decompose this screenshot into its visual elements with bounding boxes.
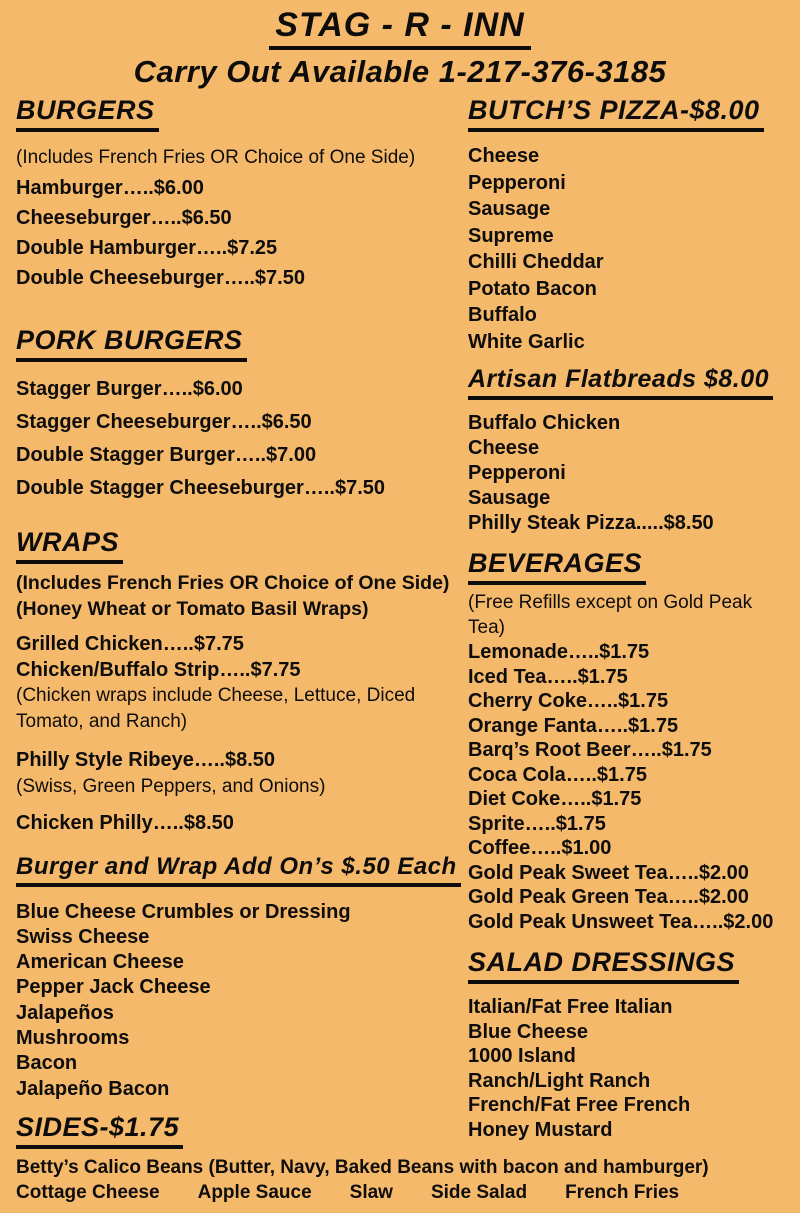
menu-item: Gold Peak Sweet Tea…..$2.00 (468, 861, 749, 884)
spacer (16, 799, 464, 811)
menu-item: Chicken Philly…..$8.50 (16, 812, 234, 834)
section-title-flatbreads: Artisan Flatbreads $8.00 (468, 365, 773, 400)
menu-item: Chicken/Buffalo Strip…..$7.75 (16, 658, 301, 681)
section-wraps (16, 527, 464, 837)
menu-item: Buffalo (468, 304, 537, 326)
menu-item: Honey Mustard (468, 1118, 613, 1141)
menu-note: (Honey Wheat or Tomato Basil Wraps) (16, 597, 369, 620)
section-title-pizza: BUTCH’S PIZZA-$8.00 (468, 95, 764, 132)
spacer (16, 734, 464, 748)
restaurant-title: STAG - R - INN (269, 6, 530, 50)
menu-item: Cheeseburger…..$6.50 (16, 207, 232, 229)
menu-item: Double Hamburger…..$7.25 (16, 237, 278, 259)
menu-item: Cherry Coke…..$1.75 (468, 690, 669, 712)
menu-item: Stagger Cheeseburger…..$6.50 (16, 411, 312, 433)
menu-item: 1000 Island (468, 1045, 576, 1067)
spacer (16, 622, 464, 632)
section-beverages (468, 548, 792, 934)
menu-item: Cheese (468, 437, 540, 459)
menu-item: Double Cheeseburger…..$7.50 (16, 267, 305, 289)
menu-item: Swiss Cheese (16, 925, 150, 948)
right-column (464, 95, 792, 1142)
section-title-beverages: BEVERAGES (468, 548, 646, 585)
menu-item: Gold Peak Green Tea…..$2.00 (468, 886, 749, 908)
menu-item: White Garlic (468, 330, 585, 353)
section-burgers (16, 95, 464, 293)
menu-item: Pepper Jack Cheese (16, 976, 211, 999)
menu-item: Pepperoni (468, 462, 566, 484)
menu-item: Cheese (468, 145, 540, 167)
menu-item: Pepperoni (468, 171, 566, 194)
left-column (16, 95, 464, 1142)
section-title-burgers: BURGERS (16, 95, 159, 132)
menu-item: Blue Cheese (468, 1020, 589, 1043)
section-flatbreads (468, 365, 792, 536)
menu-note: (Includes French Fries OR Choice of One Side) (16, 147, 416, 168)
section-title-dressings: SALAD DRESSINGS (468, 947, 739, 984)
menu-item: Mushrooms (16, 1026, 130, 1049)
menu-item: Sprite…..$1.75 (468, 812, 606, 835)
sides-section (16, 1112, 792, 1205)
menu-item: Coffee…..$1.00 (468, 837, 612, 859)
menu-item: Coca Cola…..$1.75 (468, 763, 647, 786)
menu-item: Bacon (16, 1052, 78, 1075)
section-title-sides: SIDES-$1.75 (16, 1112, 183, 1149)
page-header (0, 6, 800, 90)
menu-item: Buffalo Chicken (468, 412, 621, 434)
sides-row (16, 1180, 792, 1205)
menu-item: Jalapeños (16, 1001, 114, 1024)
menu-item: Double Stagger Cheeseburger…..$7.50 (16, 477, 386, 499)
beans-line: Betty’s Calico Beans (Butter, Navy, Baked Beans with bacon and hamburger) (16, 1157, 709, 1178)
menu-item: Philly Steak Pizza.....$8.50 (468, 512, 714, 534)
menu-item: Ranch/Light Ranch (468, 1069, 651, 1092)
menu-columns (16, 95, 792, 1142)
menu-item: Iced Tea…..$1.75 (468, 665, 628, 688)
menu-item: Lemonade…..$1.75 (468, 641, 650, 663)
menu-item: Potato Bacon (468, 277, 597, 300)
menu-item: Philly Style Ribeye…..$8.50 (16, 749, 276, 771)
menu-item: Diet Coke…..$1.75 (468, 788, 642, 810)
menu-item: Stagger Burger…..$6.00 (16, 378, 243, 400)
menu-item: French/Fat Free French (468, 1094, 691, 1116)
menu-item: American Cheese (16, 951, 184, 974)
section-title-wraps: WRAPS (16, 527, 123, 564)
menu-item: Barq’s Root Beer…..$1.75 (468, 739, 712, 761)
menu-item: Blue Cheese Crumbles or Dressing (16, 900, 351, 923)
menu-note: (Includes French Fries OR Choice of One Side) (16, 572, 450, 594)
side-item: Slaw (349, 1182, 393, 1203)
menu-item: Jalapeño Bacon (16, 1077, 170, 1100)
section-pork-burgers (16, 325, 464, 505)
menu-item: Sausage (468, 198, 551, 220)
side-item: French Fries (565, 1182, 680, 1203)
section-addons (16, 853, 464, 1102)
menu-note: (Swiss, Green Peppers, and Onions) (16, 775, 326, 797)
side-item: Cottage Cheese (16, 1182, 160, 1203)
section-title-pork-burgers: PORK BURGERS (16, 325, 247, 362)
menu-item: Gold Peak Unsweet Tea…..$2.00 (468, 910, 774, 933)
side-item: Apple Sauce (197, 1182, 312, 1203)
menu-item: Orange Fanta…..$1.75 (468, 714, 679, 737)
menu-item: Sausage (468, 487, 551, 509)
menu-note: (Chicken wraps include Cheese, Lettuce, Diced Tomato, and Ranch) (16, 685, 416, 732)
menu-item: Hamburger…..$6.00 (16, 177, 204, 199)
menu-note: (Free Refills except on Gold Peak Tea) (468, 592, 753, 638)
menu-item: Grilled Chicken…..$7.75 (16, 633, 244, 655)
carry-out-phone: Carry Out Available 1-217-376-3185 (133, 54, 667, 89)
menu-item: Double Stagger Burger…..$7.00 (16, 444, 317, 466)
section-pizza (468, 95, 792, 355)
side-item: Side Salad (430, 1182, 528, 1203)
menu-item: Chilli Cheddar (468, 251, 604, 273)
menu-item: Italian/Fat Free Italian (468, 996, 673, 1018)
menu-item: Supreme (468, 224, 554, 247)
section-title-addons: Burger and Wrap Add On’s $.50 Each (16, 853, 461, 887)
